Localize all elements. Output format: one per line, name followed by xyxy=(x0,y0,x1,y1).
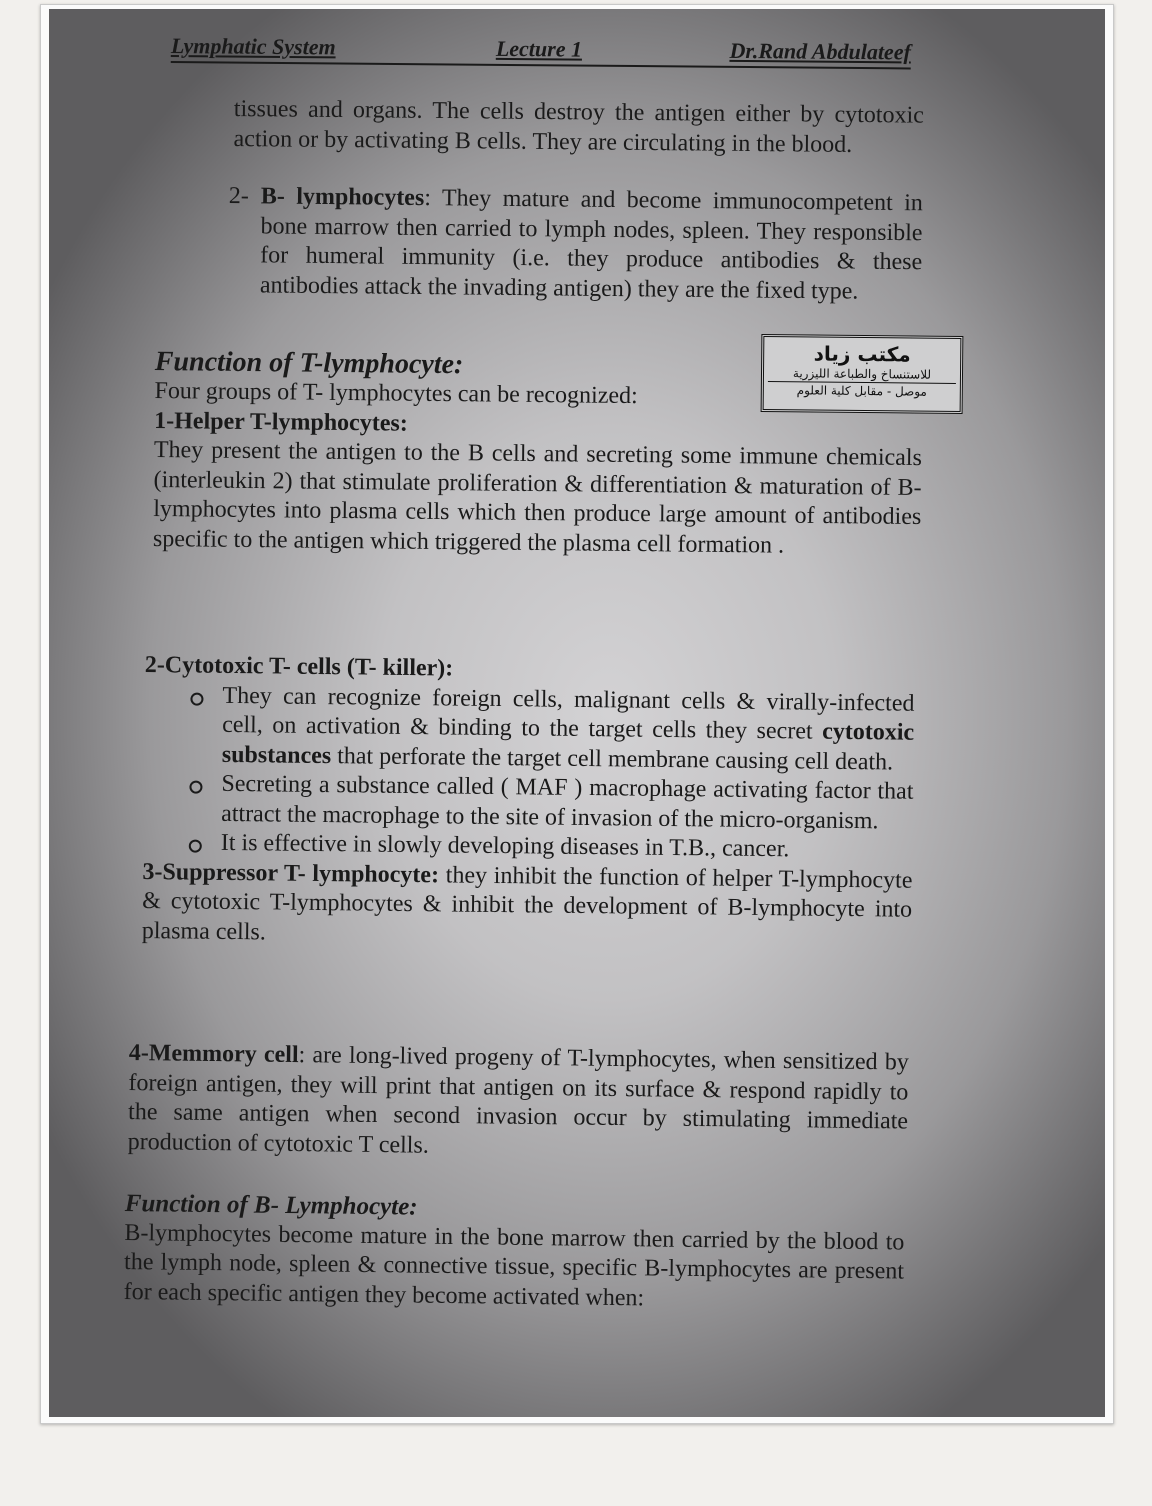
b-lymph-term: B- lymphocytes xyxy=(260,183,425,212)
b-function-text: B-lymphocytes become mature in the bone marrow then carried by the blood to the lymph node, spleen & connective tissue, specific B-lymphocytes are present for each specific antigen they become activated when: xyxy=(123,1219,905,1311)
document-photo xyxy=(49,9,1105,1417)
list-item: It is effective in slowly developing diseases in T.B., cancer. xyxy=(183,828,913,866)
cytotoxic-section xyxy=(142,651,915,955)
suppressor-term: 3-Suppressor T- lymphocyte: xyxy=(142,858,440,888)
header-lecture: Lecture 1 xyxy=(495,35,583,62)
list-item xyxy=(184,681,915,778)
cytotoxic-title-text: 2-Cytotoxic T- cells (T- killer): xyxy=(144,651,454,682)
header-subject: Lymphatic System xyxy=(170,33,336,60)
header-author: Dr.Rand Abdulateef xyxy=(729,37,911,65)
intro-text: tissues and organs. The cells destroy the antigen either by cytotoxic action or by activating B cells. They are circulating in the blood. xyxy=(233,95,924,158)
t-function-title: Function of T-lymphocyte: xyxy=(154,346,464,381)
b-lymph-number: 2- xyxy=(228,182,249,210)
b-lymph-body xyxy=(260,182,923,307)
memory-section xyxy=(128,1039,909,1167)
suppressor-text: they inhibit the function of helper T-lymphocyte & cytotoxic T-lymphocytes & inhibit the development of B-lymphocyte into plasma cells. xyxy=(141,861,913,945)
cytotoxic-item1-bold: cytotoxic substances xyxy=(221,718,915,769)
page-header xyxy=(171,33,911,69)
suppressor-paragraph xyxy=(142,857,913,954)
cytotoxic-list xyxy=(143,680,915,866)
photo-frame xyxy=(40,4,1114,1424)
cytotoxic-item1-a: They can recognize foreign cells, malignant cells & virally-infected cell, on activation & binding to the target cells they secret xyxy=(222,682,915,745)
memory-term: 4-Memmory cell xyxy=(128,1039,299,1069)
stamp-address: موصل - مقابل كلية العلوم xyxy=(768,381,956,400)
stamp-shop-name: مكتب زياد xyxy=(813,341,911,367)
memory-paragraph xyxy=(128,1039,909,1167)
b-function-section xyxy=(124,1189,905,1317)
cytotoxic-item1-b: that perforate the target cell membrane causing cell death. xyxy=(331,742,894,775)
helper-text: They present the antigen to the B cells and secreting some immune chemicals (interleukin 2) that stimulate proliferation & differentiation & maturation of B-lymphocytes into plasma cells which then produce large amount of antibodies specific to the antigen which triggered the plasma cell formation . xyxy=(152,436,923,559)
list-item: Secreting a substance called ( MAF ) macrophage activating factor that attract the macrophage to the site of invasion of the micro-organism. xyxy=(183,769,914,836)
helper-title-text: 1-Helper T-lymphocytes: xyxy=(154,407,408,437)
b-lymphocytes-paragraph xyxy=(228,182,923,307)
stamp-services: للاستنساخ والطباعة الليزرية xyxy=(792,366,932,382)
t-function-section xyxy=(153,347,923,562)
intro-paragraph xyxy=(233,95,924,161)
t-function-intro: Four groups of T- lymphocytes can be recognized: xyxy=(154,377,638,410)
b-lymph-text: : They mature and become immunocompetent in bone marrow then carried to lymph nodes, spleen. They responsible for humeral immunity (i.e. they produce antibodies & these antibodies attack the invading antigen) they are the fixed type. xyxy=(259,185,923,305)
b-function-title: Function of B- Lymphocyte: xyxy=(124,1189,418,1221)
memory-text: : are long-lived progeny of T-lymphocytes, when sensitized by foreign antigen, they will print that antigen on its surface & respond rapidly to the same antigen when second invasion occur by stimulating immediate production of cytotoxic T cells. xyxy=(127,1042,909,1159)
